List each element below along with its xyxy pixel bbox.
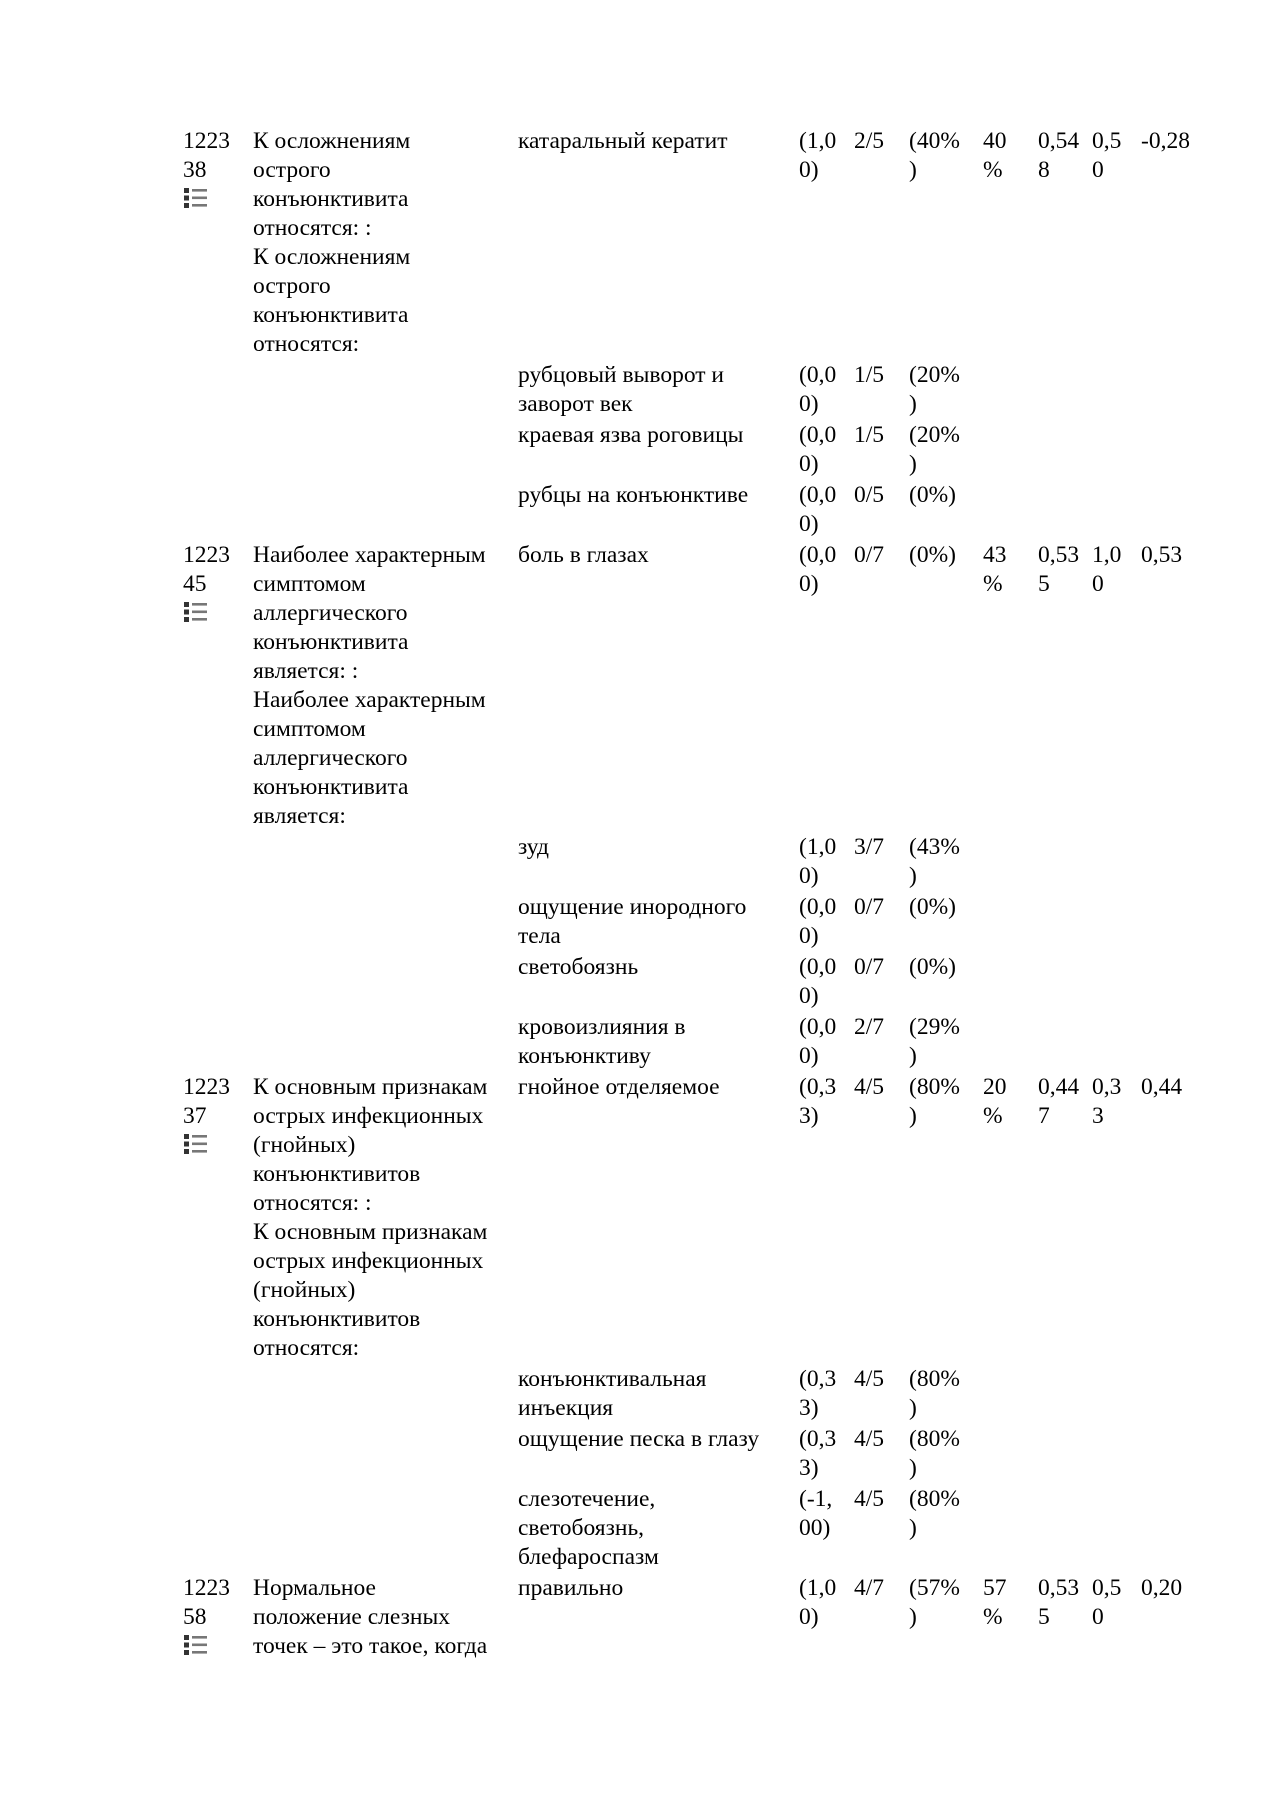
answer-count: 4/5 — [854, 1486, 885, 1512]
answer-percent: (20% ) — [909, 422, 960, 477]
answer-option-text: слезотечение, светобоязнь, блефароспазм — [518, 1486, 659, 1570]
answer-count: 2/7 — [854, 1014, 885, 1040]
answer-weight: (-1, 00) — [799, 1486, 833, 1541]
multiple-choice-list-icon — [183, 1133, 209, 1155]
answer-option-text: ощущение инородного тела — [518, 894, 747, 949]
answer-count: 4/5 — [854, 1426, 885, 1452]
answer-option-text: боль в глазах — [518, 542, 649, 568]
answer-option-text: краевая язва роговицы — [518, 422, 744, 448]
stat-value: 0,5 0 — [1092, 1575, 1122, 1630]
stat-value: 1,0 0 — [1092, 542, 1122, 597]
answer-weight: (0,0 0) — [799, 482, 837, 537]
answer-percent: (40% ) — [909, 128, 960, 183]
discrimination-value: 0,53 5 — [1038, 1575, 1080, 1630]
answer-percent: (20% ) — [909, 362, 960, 417]
answer-percent: (80% ) — [909, 1074, 960, 1129]
question-id — [183, 541, 247, 623]
stat-value: 0,53 — [1141, 542, 1183, 568]
answer-option-text: кровоизлияния в конъюнктиву — [518, 1014, 686, 1069]
answer-percent: (0%) — [909, 482, 956, 508]
question-id-text: 1223 38 — [183, 128, 230, 183]
answer-percent: (80% ) — [909, 1366, 960, 1421]
answer-option-text: светобоязнь — [518, 954, 639, 980]
answer-option-text: рубцы на конъюнктиве — [518, 482, 749, 508]
answer-count: 2/5 — [854, 128, 885, 154]
question-text: Наиболее характерным симптомом аллергического конъюнктивита является: : Наиболее характерным симптомом аллергического конъюнктивита является: — [253, 542, 486, 829]
multiple-choice-list-icon — [183, 601, 209, 623]
discrimination-value: 0,53 5 — [1038, 542, 1080, 597]
answer-percent: (29% ) — [909, 1014, 960, 1069]
answer-weight: (1,0 0) — [799, 1575, 837, 1630]
answer-percent: (57% ) — [909, 1575, 960, 1630]
answer-weight: (0,3 3) — [799, 1426, 837, 1481]
answer-weight: (0,0 0) — [799, 362, 837, 417]
answer-percent: (80% ) — [909, 1486, 960, 1541]
answer-count: 0/7 — [854, 894, 885, 920]
answer-option-text: правильно — [518, 1575, 624, 1601]
stat-value: 0,20 — [1141, 1575, 1183, 1601]
answer-count: 3/7 — [854, 834, 885, 860]
difficulty-value: 43 % — [983, 542, 1007, 597]
discrimination-value: 0,54 8 — [1038, 128, 1080, 183]
multiple-choice-list-icon — [183, 1634, 209, 1656]
answer-option-text: ощущение песка в глазу — [518, 1426, 760, 1452]
answer-count: 1/5 — [854, 362, 885, 388]
answer-percent: (0%) — [909, 954, 956, 980]
answer-weight: (0,0 0) — [799, 422, 837, 477]
stat-value: -0,28 — [1141, 128, 1190, 154]
stat-value: 0,3 3 — [1092, 1074, 1122, 1129]
answer-weight: (0,0 0) — [799, 954, 837, 1009]
answer-weight: (0,0 0) — [799, 1014, 837, 1069]
question-id-text: 1223 37 — [183, 1074, 230, 1129]
answer-weight: (0,3 3) — [799, 1366, 837, 1421]
question-id-text: 1223 58 — [183, 1575, 230, 1630]
answer-count: 4/5 — [854, 1074, 885, 1100]
question-text: Нормальное положение слезных точек – это такое, когда — [253, 1575, 488, 1659]
discrimination-value: 0,44 7 — [1038, 1074, 1080, 1129]
answer-percent: (43% ) — [909, 834, 960, 889]
answer-count: 4/7 — [854, 1575, 885, 1601]
stat-value: 0,44 — [1141, 1074, 1183, 1100]
question-id — [183, 1574, 247, 1656]
difficulty-value: 20 % — [983, 1074, 1007, 1129]
answer-weight: (1,0 0) — [799, 128, 837, 183]
answer-percent: (80% ) — [909, 1426, 960, 1481]
answer-weight: (0,0 0) — [799, 894, 837, 949]
answer-count: 0/7 — [854, 954, 885, 980]
answer-option-text: катаральный кератит — [518, 128, 728, 154]
answer-percent: (0%) — [909, 894, 956, 920]
question-id — [183, 1073, 247, 1155]
answer-percent: (0%) — [909, 542, 956, 568]
answer-count: 1/5 — [854, 422, 885, 448]
answer-weight: (1,0 0) — [799, 834, 837, 889]
question-id — [183, 127, 247, 209]
answer-count: 0/7 — [854, 542, 885, 568]
answer-weight: (0,3 3) — [799, 1074, 837, 1129]
question-text: К основным признакам острых инфекционных (гнойных) конъюнктивитов относятся: : К основным признакам острых инфекционных (гнойных) конъюнктивитов относятся: — [253, 1074, 488, 1361]
answer-option-text: рубцовый выворот и заворот век — [518, 362, 724, 417]
difficulty-value: 40 % — [983, 128, 1007, 183]
question-id-text: 1223 45 — [183, 542, 230, 597]
answer-option-text: зуд — [518, 834, 550, 860]
answer-option-text: конъюнктивальная инъекция — [518, 1366, 707, 1421]
question-text: К осложнениям острого конъюнктивита относятся: : К осложнениям острого конъюнктивита относятся: — [253, 128, 411, 357]
answer-option-text: гнойное отделяемое — [518, 1074, 720, 1100]
answer-count: 4/5 — [854, 1366, 885, 1392]
stat-value: 0,5 0 — [1092, 128, 1122, 183]
answer-weight: (0,0 0) — [799, 542, 837, 597]
difficulty-value: 57 % — [983, 1575, 1007, 1630]
multiple-choice-list-icon — [183, 187, 209, 209]
answer-count: 0/5 — [854, 482, 885, 508]
